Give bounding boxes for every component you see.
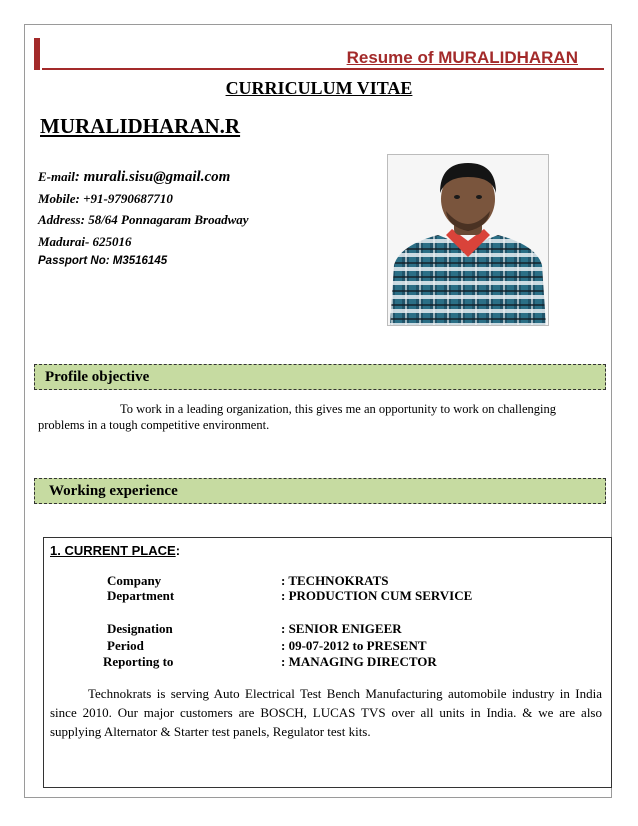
field-value-company: : TECHNOKRATS [281,573,389,588]
field-value-reporting: : MANAGING DIRECTOR [281,654,437,669]
field-value-designation: : SENIOR ENIGEER [281,621,402,636]
header-rule [42,68,604,70]
header-accent-bar [34,38,40,70]
company-description: Technokrats is serving Auto Electrical Test Bench Manufacturing automobile industry in India since 2010. Our major customers are BOSCH, LUCAS TVS over all units in India. & we are also supplying Alternator & Starter test panels, Regulator test kits. [50,686,602,739]
working-experience-section [34,478,606,504]
current-place-title: 1. CURRENT PLACE [50,543,176,558]
profile-objective-section [34,364,606,390]
field-label-reporting: Reporting to [103,654,174,669]
field-value-period: : 09-07-2012 to PRESENT [281,638,427,653]
field-label-department: Department [107,588,175,603]
mobile-line: Mobile: +91-9790687710 [38,191,173,206]
address-line: Address: 58/64 Ponnagaram Broadway [38,212,249,227]
email-value: : murali.sisu@gmail.com [74,169,231,185]
person-photo-icon [388,155,548,325]
working-experience-heading: Working experience [49,483,178,499]
passport-line: Passport No: M3516145 [38,255,168,267]
profile-objective-text [38,401,568,433]
email-label: E-mail [38,169,75,184]
current-place-colon: : [175,543,181,558]
candidate-name: MURALIDHARAN.R [40,114,241,138]
field-label-period: Period [107,638,144,653]
city-line: Madurai- 625016 [38,234,132,249]
field-value-department: : PRODUCTION CUM SERVICE [281,588,473,603]
field-label-company: Company [107,573,162,588]
profile-photo [387,154,549,326]
profile-objective-body: To work in a leading organization, this gives me an opportunity to work on challenging problems in a tough competitive environment. [38,402,556,432]
email-line [38,169,230,186]
profile-objective-heading: Profile objective [45,369,150,385]
document-heading: CURRICULUM VITAE [225,78,413,98]
current-place-heading [50,543,180,558]
field-label-designation: Designation [107,621,173,636]
header-title: Resume of MURALIDHARAN [346,48,578,67]
